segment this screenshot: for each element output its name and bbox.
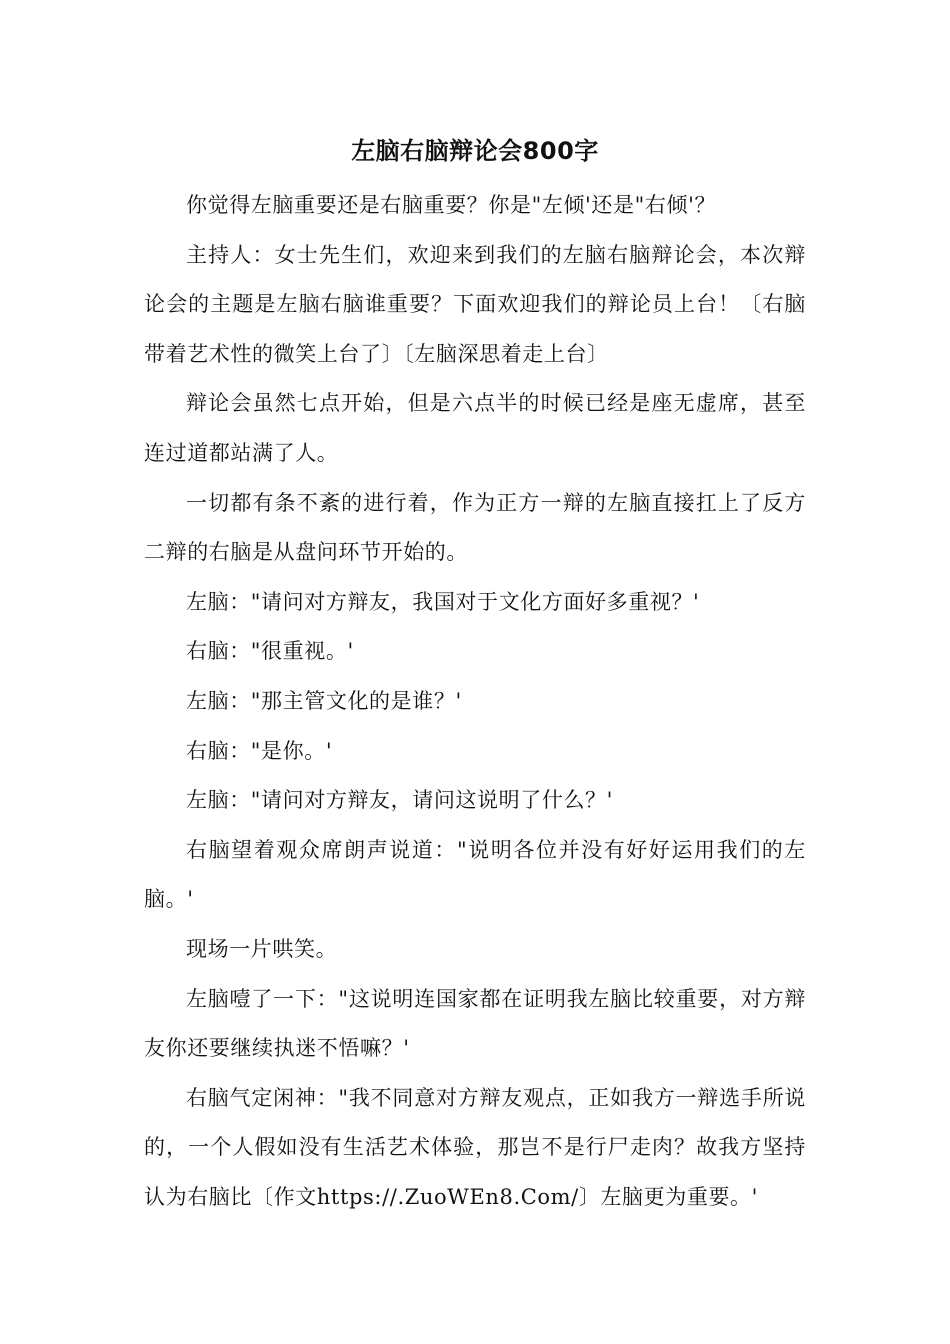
paragraph: 现场一片哄笑。 <box>186 936 338 961</box>
paragraph: 左脑："请问对方辩友，我国对于文化方面好多重视？' <box>186 589 700 614</box>
document-body <box>144 181 806 1222</box>
paragraph: 一切都有条不紊的进行着，作为正方一辩的左脑直接扛上了反方二辩的右脑是从盘问环节开始的。 <box>144 490 806 565</box>
paragraph: 你觉得左脑重要还是右脑重要？你是"左倾'还是"右倾'？ <box>186 193 717 217</box>
paragraph: 左脑噎了一下："这说明连国家都在证明我左脑比较重要，对方辩友你还要继续执迷不悟嘛？' <box>144 986 806 1061</box>
paragraph: 右脑气定闲神："我不同意对方辩友观点，正如我方一辩选手所说的，一个人假如没有生活艺术体验，那岂不是行尸走肉？故我方坚持认为右脑比〔作文https://.ZuoWEn8.Com/〕左脑更为重要。' <box>144 1085 806 1209</box>
document-title: 左脑右脑辩论会800字 <box>351 137 599 165</box>
paragraph: 右脑："很重视。' <box>186 639 354 664</box>
paragraph: 左脑："请问对方辩友，请问这说明了什么？' <box>186 788 614 813</box>
paragraph: 辩论会虽然七点开始，但是六点半的时候已经是座无虚席，甚至连过道都站满了人。 <box>144 391 806 465</box>
paragraph: 右脑："是你。' <box>186 738 333 763</box>
paragraph: 右脑望着观众席朗声说道："说明各位并没有好好运用我们的左脑。' <box>144 837 806 912</box>
paragraph: 左脑："那主管文化的是谁？' <box>186 688 462 713</box>
paragraph: 主持人：女士先生们，欢迎来到我们的左脑右脑辩论会，本次辩论会的主题是左脑右脑谁重要？下面欢迎我们的辩论员上台！〔右脑带着艺术性的微笑上台了〕〔左脑深思着走上台〕 <box>144 242 806 366</box>
